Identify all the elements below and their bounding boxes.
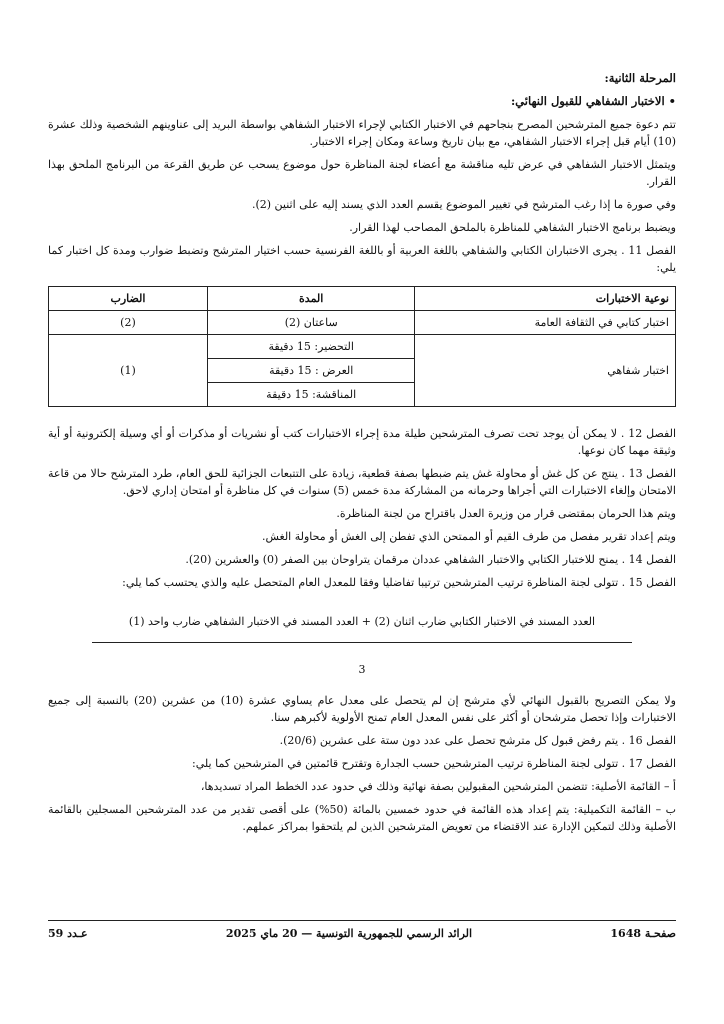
paragraph-deprivation: ويتم هذا الحرمان بمقتضى قرار من وزيرة العدل باقتراح من لجنة المناظرة. — [336, 507, 676, 520]
article-16: الفصل 16 . يتم رفض قبول كل مترشح تحصل على عدد دون ستة على عشرين (20/6). — [279, 734, 676, 747]
article-11: الفصل 11 . يجرى الاختباران الكتابي والشفاهي باللغة العربية أو باللغة الفرنسية حسب اختيار المترشح وتضبط ضوارب ومدة كل اختبار كما يلي: — [48, 244, 676, 274]
written-exam-coefficient: (2) — [49, 311, 208, 335]
original-list-item: أ – القائمة الأصلية: تتضمن المترشحين المقبولين بصفة نهائية وذلك في حدود عدد الخطط المراد تسديدها، — [200, 780, 676, 793]
article-12: الفصل 12 . لا يمكن أن يوجد تحت تصرف المترشحين طيلة مدة إجراء الاختبارات كتب أو نشريات أو مذكرات أو أي وسيلة إلكترونية أو أية وثيقة مهما كان نوعها. — [48, 427, 676, 457]
exam-table — [48, 286, 676, 407]
paragraph-report: ويتم إعداد تقرير مفصل من طرف القيم أو الممتحن الذي تفطن إلى الغش أو محاولة الغش. — [262, 530, 676, 543]
footer-journal-title: الرائد الرسمي للجمهورية التونسية — 20 ماي 2025 — [225, 927, 473, 940]
article-17: الفصل 17 . تتولى لجنة المناظرة ترتيب المترشحين حسب الجدارة وتقترح قائمتين في المترشحين كما يلي: — [192, 757, 676, 770]
divider — [92, 642, 632, 643]
written-exam-duration: ساعتان (2) — [207, 311, 414, 335]
header-duration: المدة — [207, 287, 414, 311]
article-13: الفصل 13 . ينتج عن كل غش أو محاولة غش يتم ضبطها بصفة قطعية، زيادة على التتبعات الجزائية للحق العام، طرد المترشح حالا من قاعة الامتحان وإلغاء الاختبارات التي أجراها وحرمانه من المشاركة مدة خمس (5) سنوات في كل مناظرة أو امتحان إداري لاحق. — [48, 467, 677, 497]
inner-page-number: 3 — [358, 663, 366, 676]
paragraph-oral-format: ويتمثل الاختبار الشفاهي في عرض تليه مناقشة مع أعضاء لجنة المناظرة حول موضوع يسحب عن طريق القرعة من البرنامج الملحق بهذا القرار. — [48, 158, 676, 188]
oral-discussion-duration: المناقشة: 15 دقيقة — [207, 383, 414, 407]
oral-presentation-duration: العرض : 15 دقيقة — [207, 359, 414, 383]
stage-title: المرحلة الثانية: — [604, 71, 676, 85]
header-coefficient: الضارب — [49, 287, 208, 311]
written-exam-type: اختبار كتابي في الثقافة العامة — [415, 311, 676, 335]
paragraph-topic-change: وفي صورة ما إذا رغب المترشح في تغيير الموضوع يقسم العدد الذي يسند إليه على اثنين (2). — [251, 198, 676, 211]
article-14: الفصل 14 . يمنح للاختبار الكتابي والاختبار الشفاهي عددان مرقمان يتراوحان بين الصفر (0) والعشرين (20). — [185, 553, 676, 566]
document-body — [48, 70, 676, 835]
footer-issue-number: عـدد 59 — [48, 927, 88, 940]
table-header-row — [49, 287, 676, 311]
supplementary-list-item: ب – القائمة التكميلية: يتم إعداد هذه القائمة في حدود خمسين بالمائة (50%) على أقصى تقدير من عدد المترشحين المسجلين بالقائمة الأصلية وذلك لتمكين الإدارة عند الاقتضاء من تعويض المترشحين الذين لم يلتحقوا بمراكز عملهم. — [48, 803, 676, 833]
table-row — [49, 335, 676, 359]
oral-prep-duration: التحضير: 15 دقيقة — [207, 335, 414, 359]
paragraph-invitation: تتم دعوة جميع المترشحين المصرح بنجاحهم في الاختبار الكتابي لإجراء الاختبار الشفاهي بواسطة البريد إلى عناوينهم الشخصية وذلك عشرة (10) أيام قبل إجراء الاختبار الشفاهي، مع بيان تاريخ وساعة ومكان إجراء الاختبار. — [48, 118, 676, 148]
oral-exam-coefficient: (1) — [49, 335, 208, 407]
footer-page-number: صفحـة 1648 — [610, 927, 676, 940]
oral-exam-heading: • الاختبار الشفاهي للقبول النهائي: — [48, 93, 676, 110]
page-footer — [48, 920, 676, 940]
paragraph-oral-program: ويضبط برنامج الاختبار الشفاهي للمناظرة بالملحق المصاحب لهذا القرار. — [349, 221, 676, 234]
oral-exam-type: اختبار شفاهي — [415, 335, 676, 407]
table-row — [49, 311, 676, 335]
paragraph-final-admission: ولا يمكن التصريح بالقبول النهائي لأي مترشح إن لم يتحصل على معدل عام يساوي عشرة (10) من عشرين (20) بالنسبة إلى جميع الاختبارات وإذا تحصل مترشحان أو أكثر على نفس المعدل العام تمنح الأولوية لأكبرهم سنا. — [48, 694, 676, 724]
header-exam-type: نوعية الاختبارات — [415, 287, 676, 311]
article-15: الفصل 15 . تتولى لجنة المناظرة ترتيب المترشحين ترتيبا تفاضليا وفقا للمعدل العام المتحصل عليه والذي يحتسب كما يلي: — [122, 576, 676, 589]
average-formula: العدد المسند في الاختبار الكتابي ضارب اثنان (2) + العدد المسند في الاختبار الشفاهي ضارب واحد (1) — [128, 615, 596, 628]
